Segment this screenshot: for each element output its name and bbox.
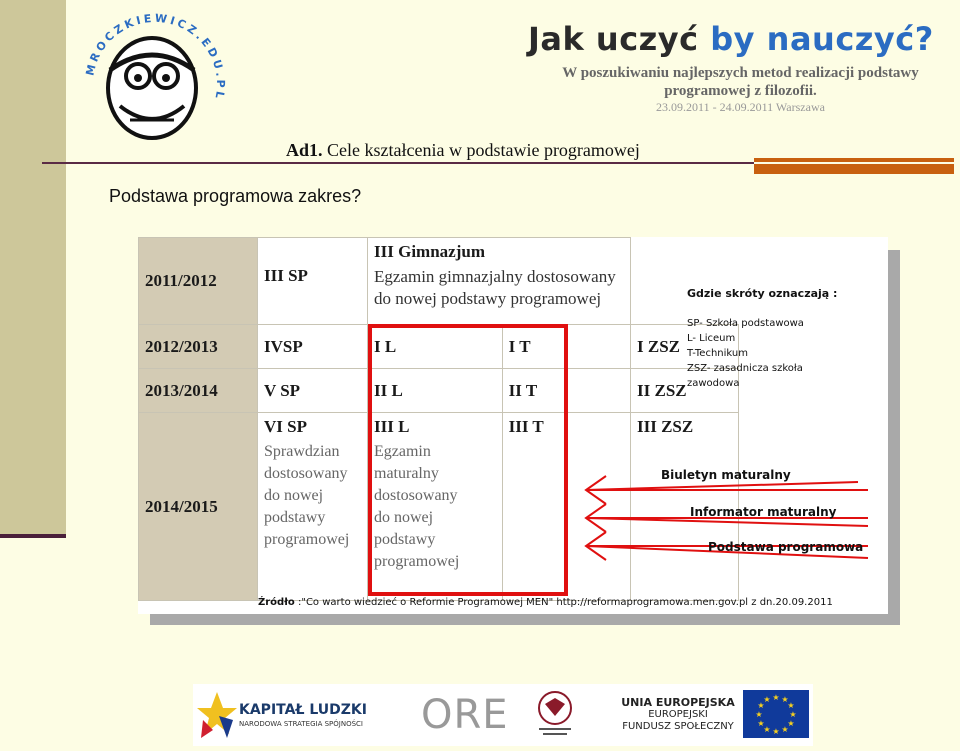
eu-text: [618, 696, 738, 733]
heading-rule: [42, 162, 762, 164]
arrow-line: [586, 482, 858, 490]
left-sidebar-bar: [0, 0, 66, 537]
title-part-1: Jak uczyć: [528, 20, 699, 58]
kapital-ludzki-logo: [239, 702, 367, 728]
cell-label: III SP: [264, 266, 308, 285]
cell-label: III T: [508, 417, 544, 436]
cell-label: III L: [374, 417, 410, 436]
svg-text:★: ★: [789, 710, 797, 719]
svg-text:★: ★: [755, 710, 763, 719]
svg-text:★: ★: [781, 725, 789, 734]
kapital-ludzki-logo-icon: [197, 690, 237, 740]
arrow-label-podstawa: Podstawa programowa: [708, 540, 864, 554]
cell-note: Sprawdzian dostosowany do nowej podstawy programowej: [264, 443, 350, 548]
svg-text:★: ★: [763, 695, 771, 704]
kl-subtitle: NARODOWA STRATEGIA SPÓJNOŚCI: [239, 720, 363, 728]
year-cell: 2014/2015: [139, 413, 258, 601]
svg-text:★: ★: [781, 695, 789, 704]
red-highlight-box: [368, 324, 568, 596]
table-cell: I T: [502, 325, 630, 369]
source-label: Źródło: [258, 597, 295, 608]
slide-heading: [286, 140, 640, 161]
svg-text:★: ★: [757, 701, 765, 710]
svg-text:★: ★: [763, 725, 771, 734]
table-cell: [258, 238, 368, 325]
svg-text:★: ★: [787, 701, 795, 710]
table-cell: IVSP: [258, 325, 368, 369]
table-cell: II T: [502, 369, 630, 413]
kl-title: KAPITAŁ LUDZKI: [239, 702, 367, 718]
arrow-label-informator: Informator maturalny: [690, 505, 837, 519]
eu-flag-icon: [743, 690, 809, 738]
conference-dates: 23.09.2011 - 24.09.2011 Warszawa: [656, 100, 825, 114]
cell-note: Egzamin gimnazjalny dostosowany do nowej podstawy programowej: [374, 267, 616, 308]
title-part-2: by nauczyć?: [710, 20, 934, 58]
arrow-label-biuletyn: Biuletyn maturalny: [661, 468, 791, 482]
sponsor-footer: [193, 684, 813, 746]
conference-title: [528, 20, 934, 58]
table-cell: V SP: [258, 369, 368, 413]
cell-note: Egzamin maturalny dostosowany do nowej podstawy programowej: [374, 443, 460, 570]
legend-item: T-Technikum: [687, 348, 748, 359]
table-cell: I ZSZ: [631, 325, 739, 369]
year-cell: 2013/2014: [139, 369, 258, 413]
abbreviation-legend: [687, 287, 882, 391]
svg-text:★: ★: [787, 719, 795, 728]
logo-ring-text: MROCZKIEWICZ.EDU.PL: [83, 11, 228, 103]
slide-heading-text: Cele kształcenia w podstawie programowej: [322, 140, 640, 160]
reform-table-image: [138, 237, 888, 614]
svg-text:★: ★: [757, 719, 765, 728]
table-cell: II ZSZ: [631, 369, 739, 413]
cell-label: VI SP: [264, 417, 307, 436]
left-sidebar-rule: [0, 534, 66, 538]
conference-subtitle: W poszukiwaniu najlepszych metod realizacji podstawy programowej z filozofii.: [562, 65, 919, 99]
ore-logo: ORE: [421, 692, 509, 738]
table-cell: I L: [368, 325, 503, 369]
eu-fund-line2: FUNDUSZ SPOŁECZNY: [622, 721, 734, 732]
svg-text:★: ★: [772, 727, 780, 736]
table-cell: [258, 413, 368, 601]
legend-title: Gdzie skróty oznaczają :: [687, 287, 838, 300]
legend-item: L- Liceum: [687, 333, 736, 344]
cell-label: III ZSZ: [637, 417, 694, 436]
legend-item: ZSZ- zasadnicza szkoła zawodowa: [687, 363, 803, 389]
owl-icon: [108, 38, 196, 138]
heading-accent-bar: [754, 158, 954, 174]
eagle-emblem-icon: [533, 688, 577, 740]
year-cell: 2011/2012: [139, 238, 258, 325]
eu-fund-line1: EUROPEJSKI: [648, 709, 708, 720]
source-text: :"Co warto wiedzieć o Reformie Programowej MEN" http://reformaprogramowa.men.gov.pl z dn.20.09.2011: [294, 597, 833, 608]
table-row: [139, 238, 739, 325]
owl-logo: [80, 10, 230, 158]
year-cell: 2012/2013: [139, 325, 258, 369]
slide-question: Podstawa programowa zakres?: [109, 186, 362, 206]
slide-heading-number: Ad1.: [286, 140, 323, 160]
cell-label: III Gimnazjum: [374, 242, 485, 261]
source-note: [258, 597, 833, 608]
table-cell: II L: [368, 369, 503, 413]
legend-item: SP- Szkoła podstawowa: [687, 318, 804, 329]
svg-text:★: ★: [772, 693, 780, 702]
table-cell: [368, 238, 631, 325]
eu-title: UNIA EUROPEJSKA: [621, 696, 735, 709]
